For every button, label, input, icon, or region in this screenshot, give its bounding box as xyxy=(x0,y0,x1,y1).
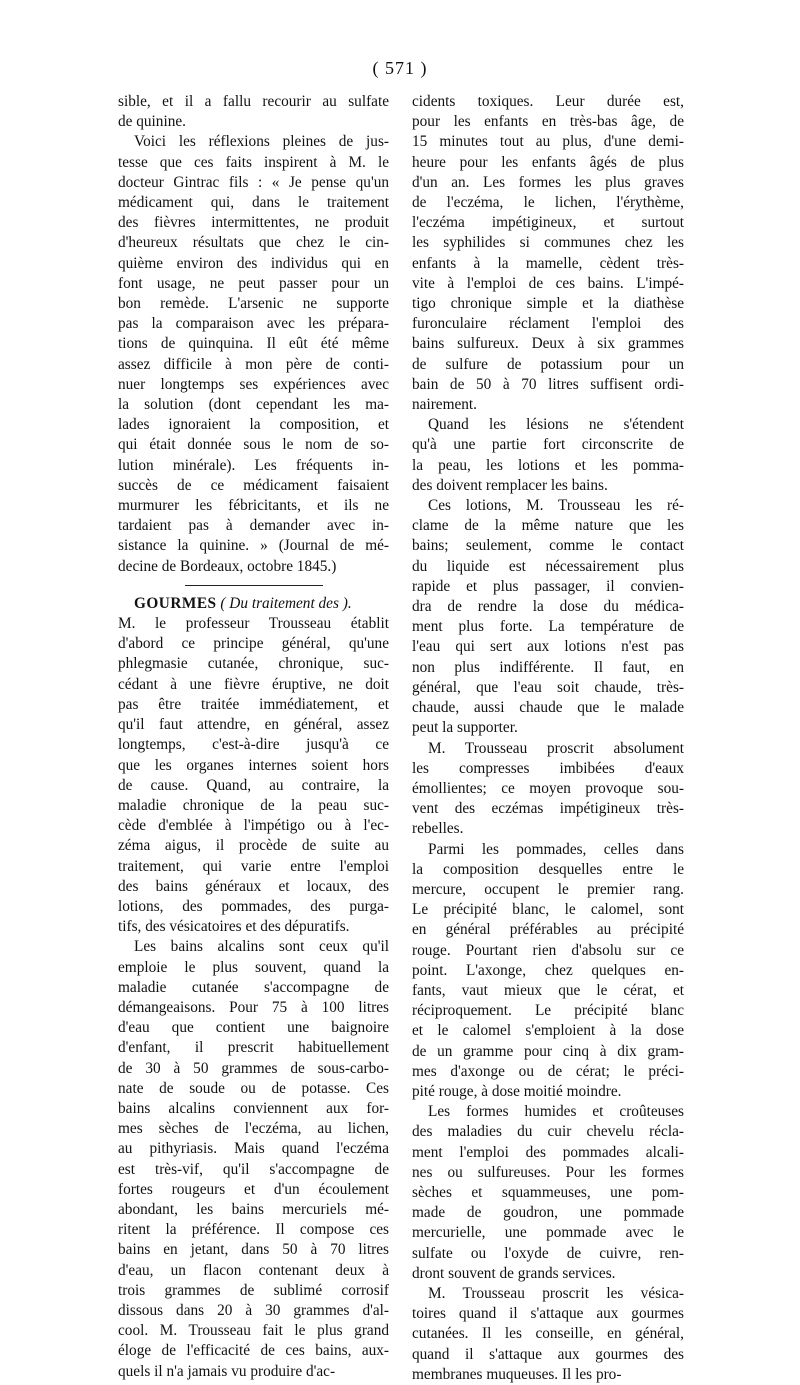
text-line: cède d'emblée à l'impétigo ou à l'ec- xyxy=(118,817,389,835)
right-para-4 xyxy=(412,739,684,840)
text-line: médicament qui, dans le traitement xyxy=(118,194,389,212)
text-line: de un gramme pour cinq à dix gram- xyxy=(412,1042,684,1060)
text-line: murmurer les fébricitants, et ils ne xyxy=(118,497,389,515)
text-line: mercure, occupent le premier rang. xyxy=(412,880,684,898)
text-line: démangeaisons. Pour 75 à 100 litres xyxy=(118,998,389,1016)
text-line: cutanées. Il les conseille, en général, xyxy=(412,1325,684,1343)
text-line: vite à l'emploi de ces bains. L'impé- xyxy=(412,274,684,292)
text-line: emploie le plus souvent, quand la xyxy=(118,958,389,976)
text-line: font usage, ne peut passer pour un xyxy=(118,274,389,292)
text-line: dissous dans 20 à 30 grammes d'al- xyxy=(118,1301,389,1319)
text-line: sulfate ou l'oxyde de cuivre, ren- xyxy=(412,1244,684,1262)
text-line: maladie chronique de la peau suc- xyxy=(118,796,389,814)
text-line: nes ou sulfureuses. Pour les formes xyxy=(412,1163,684,1181)
text-line: cédant à une fièvre éruptive, ne doit xyxy=(118,675,389,693)
text-line: tions de quinquina. Il eût été même xyxy=(118,335,389,353)
text-line: nate de soude ou de potasse. Ces xyxy=(118,1079,389,1097)
text-line: de l'eczéma, le lichen, l'érythème, xyxy=(412,194,684,212)
text-line: made de goudron, une pommade xyxy=(412,1204,684,1222)
text-line: Parmi les pommades, celles dans xyxy=(428,840,684,858)
text-line: sible, et il a fallu recourir au sulfate xyxy=(118,93,389,110)
text-line: pité rouge, à dose moitié moindre. xyxy=(412,1082,622,1100)
text-line: lotions, des pommades, des purga- xyxy=(118,897,389,915)
text-line: chaude, aussi chaude que le malade xyxy=(412,699,684,717)
text-line: bain de 50 à 70 litres suffisent ordi- xyxy=(412,375,684,393)
text-line: clame de la même nature que les xyxy=(412,517,684,535)
text-line: la solution (dont cependant les ma- xyxy=(118,396,389,414)
text-line: Les bains alcalins sont ceux qu'il xyxy=(134,938,389,956)
text-line: des fièvres intermittentes, ne produit xyxy=(118,214,389,232)
text-line: la peau, les lotions et les pomma- xyxy=(412,456,684,474)
text-line: succès de ce médicament faisaient xyxy=(118,476,389,494)
text-line: l'eau qui sert aux lotions n'est pas xyxy=(412,638,684,656)
text-line: quels il n'a jamais vu produire d'ac- xyxy=(118,1362,336,1380)
text-line: quand il s'attaque aux gourmes des xyxy=(412,1345,684,1363)
left-para-4 xyxy=(118,937,389,1381)
text-line: abondant, les bains mercuriels mé- xyxy=(118,1200,389,1218)
text-line: d'heureux résultats que chez le cin- xyxy=(118,234,389,252)
text-line: des bains généraux et locaux, des xyxy=(118,877,389,895)
right-column xyxy=(412,92,684,1385)
text-line: pour les enfants en très-bas âge, de xyxy=(412,113,684,131)
text-line: éloge de l'efficacité de ces bains, aux- xyxy=(118,1342,389,1360)
text-line: trois grammes de sublimé corrosif xyxy=(118,1281,389,1299)
text-line: fortes rougeurs et d'un écoulement xyxy=(118,1180,389,1198)
left-para-2 xyxy=(118,132,389,576)
text-line: que les organes internes soient hors xyxy=(118,756,389,774)
text-line: et le calomel s'emploient à la dose xyxy=(412,1022,684,1040)
text-line: rebelles. xyxy=(412,820,464,838)
text-line: phlegmasie cutanée, chronique, suc- xyxy=(118,655,389,673)
text-line: lution minérale). Les fréquents in- xyxy=(118,456,389,474)
text-line: maladie cutanée s'accompagne de xyxy=(118,978,389,996)
text-line: toires quand il s'attaque aux gourmes xyxy=(412,1305,684,1323)
text-line: mes sèches de l'eczéma, au lichen, xyxy=(118,1120,389,1138)
text-line: de cause. Quand, au contraire, la xyxy=(118,776,389,794)
text-line: rapide et plus passager, il convien- xyxy=(412,577,684,595)
page-number: ( 571 ) xyxy=(372,58,428,78)
text-line: d'eau que contient une baignoire xyxy=(118,1019,389,1037)
text-line: M. le professeur Trousseau établit xyxy=(118,615,389,633)
text-line: bains; seulement, comme le contact xyxy=(412,537,684,555)
text-line: quième environ des individus qui en xyxy=(118,254,389,272)
text-line: bains alcalins conviennent aux for- xyxy=(118,1099,389,1117)
text-line: au pithyriasis. Mais quand l'eczéma xyxy=(118,1140,389,1158)
text-line: fants, vaut mieux que le cérat, et xyxy=(412,981,684,999)
gourmes-title: GOURMES xyxy=(134,594,217,612)
text-line: des maladies du cuir chevelu récla- xyxy=(412,1123,684,1141)
text-line: réciproquement. Le précipité blanc xyxy=(412,1002,684,1020)
text-line: de quinine. xyxy=(118,113,186,131)
text-line: d'un an. Les formes les plus graves xyxy=(412,173,684,191)
text-line: non plus indifférente. Il faut, en xyxy=(412,658,684,676)
text-line: l'eczéma impétigineux, et surtout xyxy=(412,214,684,232)
text-line: zéma aigus, il procède de suite au xyxy=(118,837,389,855)
text-line: cidents toxiques. Leur durée est, xyxy=(412,93,684,110)
right-para-3 xyxy=(412,496,684,738)
text-line: émollientes; ce moyen provoque sou- xyxy=(412,779,684,797)
text-line: les syphilides si communes chez les xyxy=(412,234,684,252)
text-line: cool. M. Trousseau fait le plus grand xyxy=(118,1322,389,1340)
text-line: sèches et squammeuses, une pom- xyxy=(412,1183,684,1201)
text-line: tesse que ces faits inspirent à M. le xyxy=(118,153,389,171)
text-line: bains sulfureux. Deux à six grammes xyxy=(412,335,684,353)
text-line: assez difficile à mon père de conti- xyxy=(118,355,389,373)
right-para-1 xyxy=(412,92,684,415)
text-line: les compresses imbibées d'eaux xyxy=(412,759,684,777)
text-line: Quand les lésions ne s'étendent xyxy=(428,416,684,434)
text-line: du liquide est nécessairement plus xyxy=(412,557,684,575)
text-line: ment l'emploi des pommades alcali- xyxy=(412,1143,684,1161)
text-line: d'abord ce principe général, qu'une xyxy=(118,635,389,653)
text-line: bains en jetant, dans 50 à 70 litres xyxy=(118,1241,389,1259)
text-line: M. Trousseau proscrit les vésica- xyxy=(428,1284,684,1302)
text-line: nairement. xyxy=(412,396,477,414)
text-line: de 30 à 50 grammes de sous-carbo- xyxy=(118,1059,389,1077)
text-line: membranes muqueuses. Il les pro- xyxy=(412,1365,622,1383)
text-line: pas la comparaison avec les prépara- xyxy=(118,315,389,333)
text-line: dront souvent de grands services. xyxy=(412,1264,616,1282)
text-line: rouge. Pourtant rien d'absolu sur ce xyxy=(412,941,684,959)
gourmes-subtitle: ( Du traitement des ). xyxy=(220,594,352,612)
text-line: la composition desquelles entre le xyxy=(412,860,684,878)
text-line: est très-vif, qu'il s'accompagne de xyxy=(118,1160,389,1178)
text-line: Les formes humides et croûteuses xyxy=(428,1103,684,1121)
text-line: M. Trousseau proscrit absolument xyxy=(428,739,684,757)
text-line: longtemps, c'est-à-dire jusqu'à ce xyxy=(118,736,389,754)
text-line: Le précipité blanc, le calomel, sont xyxy=(412,901,684,919)
gourmes-heading xyxy=(118,594,389,614)
text-line: peut la supporter. xyxy=(412,719,518,737)
text-line: point. L'axonge, chez quelques en- xyxy=(412,961,684,979)
left-column xyxy=(118,92,389,1382)
left-para-1 xyxy=(118,92,389,132)
right-para-7 xyxy=(412,1284,684,1385)
text-line: ment plus forte. La température de xyxy=(412,618,684,636)
text-line: sistance la quinine. » (Journal de mé- xyxy=(118,537,389,555)
section-divider xyxy=(185,585,323,586)
right-para-5 xyxy=(412,840,684,1103)
text-line: de sulfure de potassium pour un xyxy=(412,355,684,373)
text-line: enfants à la mamelle, cèdent très- xyxy=(412,254,684,272)
text-line: mes d'axonge ou de cérat; le préci- xyxy=(412,1062,684,1080)
text-line: d'enfant, il prescrit habituellement xyxy=(118,1039,389,1057)
text-line: mercurielle, une pommade avec le xyxy=(412,1224,684,1242)
text-line: pas être traitée immédiatement, et xyxy=(118,695,389,713)
text-line: tifs, des vésicatoires et des dépuratifs. xyxy=(118,918,350,936)
text-line: des doivent remplacer les bains. xyxy=(412,476,608,494)
text-line: général, que l'eau soit chaude, très- xyxy=(412,678,684,696)
text-line: traitement, qui varie entre l'emploi xyxy=(118,857,389,875)
text-line: nuer longtemps ses expériences avec xyxy=(118,375,389,393)
text-line: lades ignoraient la composition, et xyxy=(118,416,389,434)
right-para-2 xyxy=(412,415,684,496)
text-line: heure pour les enfants âgés de plus xyxy=(412,153,684,171)
right-para-6 xyxy=(412,1102,684,1284)
text-line: tardaient pas à demander avec in- xyxy=(118,517,389,535)
text-line: decine de Bordeaux, octobre 1845.) xyxy=(118,557,337,575)
text-line: tigo chronique simple et la diathèse xyxy=(412,295,684,313)
text-line: Ces lotions, M. Trousseau les ré- xyxy=(428,497,684,515)
text-line: dra de rendre la dose du médica- xyxy=(412,598,684,616)
text-line: Voici les réflexions pleines de jus- xyxy=(134,133,389,151)
text-line: qu'à une partie fort circonscrite de xyxy=(412,436,684,454)
text-line: qu'il faut attendre, en général, assez xyxy=(118,716,389,734)
text-line: d'eau, un flacon contenant deux à xyxy=(118,1261,389,1279)
text-line: furonculaire réclament l'emploi des xyxy=(412,315,684,333)
left-para-3 xyxy=(118,614,389,937)
text-line: en général préférables au précipité xyxy=(412,921,684,939)
text-line: bon remède. L'arsenic ne supporte xyxy=(118,295,389,313)
text-line: vent des eczémas impétigineux très- xyxy=(412,800,684,818)
text-line: ritent la préférence. Il compose ces xyxy=(118,1221,389,1239)
text-line: qui était donnée sous le nom de so- xyxy=(118,436,389,454)
text-line: 15 minutes tout au plus, d'une demi- xyxy=(412,133,684,151)
text-line: docteur Gintrac fils : « Je pense qu'un xyxy=(118,173,389,191)
